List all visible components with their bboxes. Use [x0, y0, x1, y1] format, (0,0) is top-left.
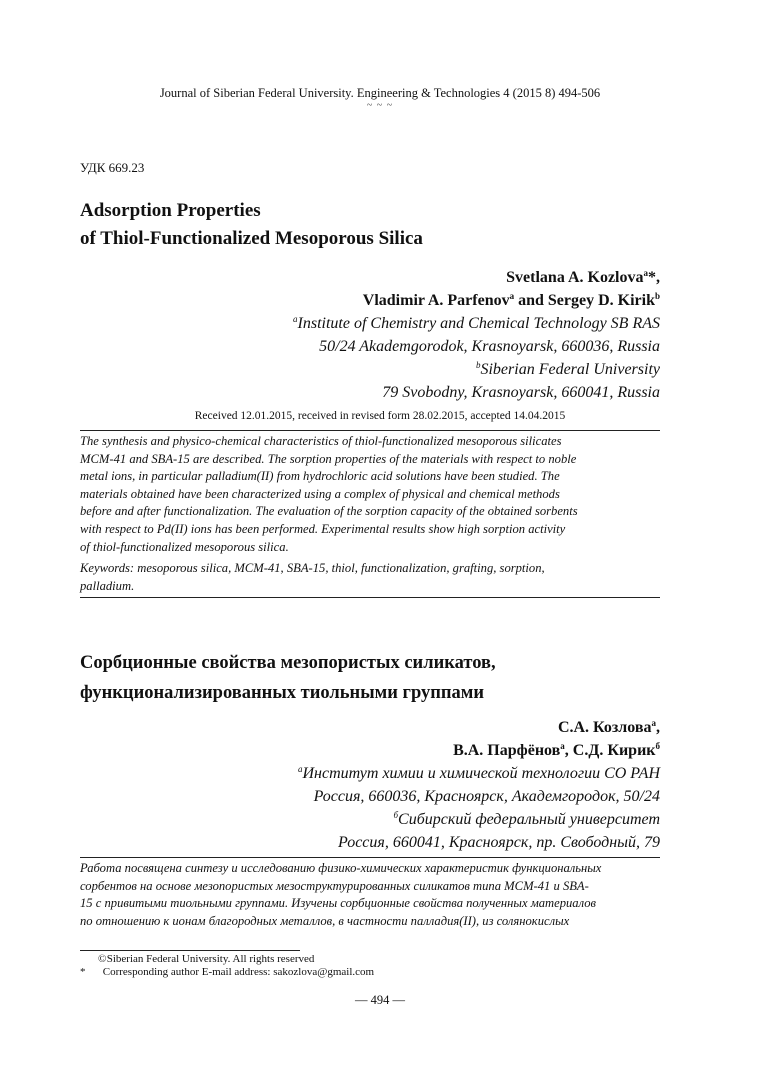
russian-authors-block — [298, 716, 660, 854]
abstract-line: before and after functionalization. The evaluation of the sorption capacity of the obtained sorbents — [80, 504, 578, 519]
udk-code: УДК 669.23 — [80, 160, 145, 175]
abstract-line: MCM-41 and SBA-15 are described. The sorption properties of the materials with respect to noble — [80, 451, 577, 466]
english-title — [80, 197, 423, 253]
affiliation-address: Россия, 660041, Красноярск, пр. Свободный, 79 — [338, 834, 660, 851]
author-line — [293, 289, 660, 312]
author-name: С.Д. Кирик — [572, 742, 656, 759]
affiliation-superscript: b — [654, 291, 660, 301]
russian-title — [80, 648, 496, 708]
header-ornament: ~ ~ ~ — [366, 100, 394, 111]
affiliation-line — [293, 358, 660, 381]
affiliation-text: Сибирский федеральный университет — [398, 811, 660, 828]
english-authors-block — [293, 266, 660, 404]
author-name: Sergey D. Kirik — [547, 292, 655, 309]
english-title-line: Adsorption Properties — [80, 200, 261, 221]
affiliation-line — [298, 762, 660, 785]
abstract-line: сорбентов на основе мезопористых мезоструктурированных силикатов типа MCM-41 и SBA- — [80, 878, 589, 893]
affiliation-superscript: а — [297, 764, 303, 774]
page-number: — 494 — — [355, 993, 405, 1007]
received-dates: Received 12.01.2015, received in revised form 28.02.2015, accepted 14.04.2015 — [194, 410, 566, 422]
abstract-line: по отношению к ионам благородных металлов, в частности палладия(II), из солянокислых — [80, 913, 570, 928]
russian-abstract-top-rule — [80, 857, 660, 858]
affiliation-address: Россия, 660036, Красноярск, Академгородок, 50/24 — [313, 788, 660, 805]
abstract-line: metal ions, in particular palladium(II) from hydrochloric acid solutions have been studied. The — [80, 469, 560, 484]
affiliation-line — [293, 312, 660, 335]
author-name: Svetlana A. Kozlova — [506, 269, 644, 286]
corresponding-text: Corresponding author E-mail address: sakozlova@gmail.com — [102, 966, 375, 978]
abstract-line: Работа посвящена синтезу и исследованию физико-химических характеристик функциональных — [80, 861, 602, 875]
russian-title-line: Сорбционные свойства мезопористых силикатов, — [80, 653, 496, 673]
affiliation-superscript: a — [293, 314, 298, 324]
abstract-line: The synthesis and physico-chemical characteristics of thiol-functionalized mesoporous silicates — [80, 434, 562, 448]
author-name: С.А. Козлова — [557, 719, 652, 736]
english-title-line: of Thiol-Functionalized Mesoporous Silica — [80, 228, 423, 249]
corresponding-mark: *, — [648, 269, 660, 286]
journal-header: Journal of Siberian Federal University. Engineering & Technologies 4 (2015 8) 494-506 — [159, 86, 601, 100]
asterisk-mark: * — [80, 966, 86, 978]
affiliation-text: Siberian Federal University — [480, 361, 660, 378]
author-line — [298, 716, 660, 739]
russian-title-line: функционализированных тиольными группами — [80, 683, 485, 703]
affiliation-superscript: а — [560, 741, 565, 751]
english-keywords — [80, 560, 660, 595]
affiliation-line — [298, 808, 660, 831]
author-line — [293, 266, 660, 289]
author-name: В.А. Парфёнов — [453, 742, 561, 759]
abstract-line: materials obtained have been characterized using a complex of physical and chemical methods — [80, 486, 560, 501]
author-name: Vladimir A. Parfenov — [362, 292, 510, 309]
footnote-rule — [80, 950, 300, 951]
abstract-line: with respect to Pd(II) ions has been performed. Experimental results show high sorption activity — [80, 521, 566, 536]
affiliation-superscript: a — [643, 268, 648, 278]
affiliation-address: 79 Svobodny, Krasnoyarsk, 660041, Russia — [382, 384, 660, 401]
author-separator: , — [564, 742, 573, 759]
author-line — [298, 739, 660, 762]
keywords-line: palladium. — [80, 578, 135, 593]
affiliation-text: Institute of Chemistry and Chemical Technology SB RAS — [297, 315, 660, 332]
affiliation-superscript: b — [475, 360, 481, 370]
abstract-line: of thiol-functionalized mesoporous silica. — [80, 539, 289, 554]
abstract-line: 15 с привитыми тиольными группами. Изучены сорбционные свойства полученных материалов — [80, 896, 597, 911]
russian-abstract — [80, 860, 660, 930]
affiliation-superscript: а — [651, 718, 656, 728]
corresponding-footnote — [80, 966, 374, 978]
affiliation-superscript: б — [393, 810, 399, 820]
affiliation-superscript: б — [655, 741, 660, 751]
abstract-top-rule — [80, 430, 660, 431]
english-abstract — [80, 433, 660, 556]
copyright-footnote — [80, 953, 314, 965]
copyright-icon: © — [98, 953, 107, 965]
author-separator: , — [656, 719, 660, 736]
affiliation-address: 50/24 Akademgorodok, Krasnoyarsk, 660036, Russia — [319, 338, 660, 355]
copyright-text: Siberian Federal University. All rights reserved — [106, 953, 315, 965]
abstract-bottom-rule — [80, 597, 660, 598]
author-separator: and — [514, 292, 548, 309]
affiliation-text: Институт химии и химической технологии СО РАН — [302, 765, 660, 782]
keywords-line: Keywords: mesoporous silica, MCM-41, SBA-15, thiol, functionalization, grafting, sorption, — [80, 561, 545, 575]
affiliation-superscript: a — [509, 291, 515, 301]
